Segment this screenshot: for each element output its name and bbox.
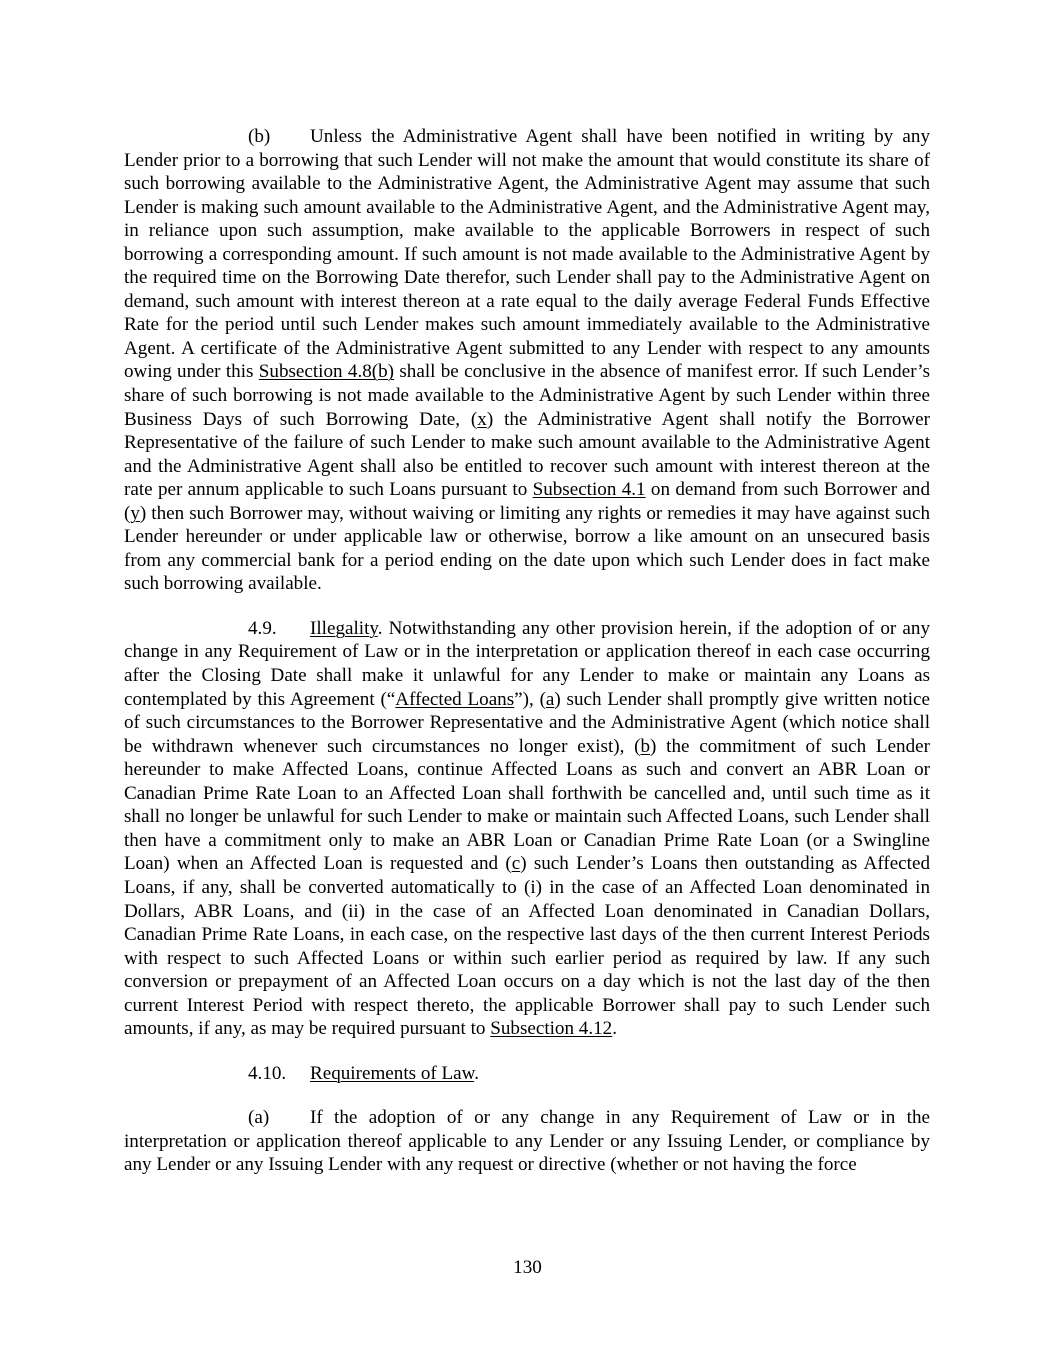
clause-marker: c [511, 853, 521, 875]
paragraph-text: . [612, 1018, 617, 1040]
paragraph-4-8-b [124, 125, 930, 596]
paragraph-text: ”), ( [514, 688, 546, 710]
clause-marker: b [640, 735, 651, 757]
cross-reference: Subsection 4.8(b) [258, 361, 395, 383]
paragraph-text: Unless the Administrative Agent shall have been notified in writing by any Lender prior to a borrowing that such Lender will not make the amount that would constitute its share of such borrowing available to the Administrative Agent, the Administrative Agent may assume that such Lender is making such amount available to the Administrative Agent, and the Administrative Agent may, in reliance upon such assumption, make available to the applicable Borrowers in respect of such borrowing a corresponding amount. If such amount is not made available to the Administrative Agent by the required time on the Borrowing Date therefor, such Lender shall pay to the Administrative Agent on demand, such amount with interest thereon at a rate equal to the daily average Federal Funds Effective Rate for the period until such Lender makes such amount immediately available to the Administrative Agent. A certificate of the Administrative Agent submitted to any Lender with respect to any amounts owing under this [124, 126, 930, 383]
clause-marker: x [477, 408, 487, 430]
section-4-10-heading [124, 1062, 930, 1086]
paragraph-text: ) then such Borrower may, without waiving or limiting any rights or remedies it may have against such Lender hereunder or under applicable law or otherwise, borrow a like amount on an unsecured basis from any commercial bank for a period ending on the date upon which such Lender does in fact make such borrowing available. [124, 502, 930, 595]
paragraph-text: on demand from such Borrower and ( [124, 479, 931, 524]
paragraph-text: . Notwithstanding any other provision herein, if the adoption of or any change in any Requirement of Law or in the interpretation or application thereof in each case occurring after the Closing Date shall make it unlawful for any Lender to make or maintain any Loans as contemplated by this Agreement (“ [124, 617, 930, 710]
section-title: Illegality [310, 617, 378, 639]
paragraph-text: ) such Lender shall promptly give written notice of such circumstances to the Borrower Representative and the Administrative Agent (which notice shall be withdrawn whenever such circumstances no longer exist), ( [124, 688, 930, 757]
clause-marker: a [545, 688, 555, 710]
section-number: 4.10. [248, 1062, 287, 1084]
section-title: Requirements of Law [310, 1062, 475, 1084]
section-number: 4.9. [248, 617, 277, 639]
page-number: 130 [513, 1257, 542, 1278]
paragraph-label: (a) [248, 1107, 270, 1129]
paragraph-label: (b) [248, 126, 271, 147]
paragraph-text: ) such Lender’s Loans then outstanding as Affected Loans, if any, shall be converted automatically to (i) in the case of an Affected Loan denominated in Dollars, ABR Loans, and (ii) in the case of an Affected Loan denominated in Canadian Dollars, Canadian Prime Rate Loans, in each case, on the respective last days of the then current Interest Periods with respect to such Affected Loans or within such earlier period as required by law. If any such conversion or prepayment of an Affected Loan occurs on a day which is not the last day of the then current Interest Period with respect thereto, the applicable Borrower shall pay to such Lender such amounts, if any, as may be required pursuant to [124, 853, 930, 1040]
document-page [124, 125, 930, 1177]
paragraph-4-10-a [124, 1106, 930, 1177]
paragraph-text: If the adoption of or any change in any Requirement of Law or in the interpretation or application thereof applicable to any Lender or any Issuing Lender, or compliance by any Lender or any Issuing Lender with any request or directive (whether or not having the force [124, 1107, 930, 1176]
cross-reference: Subsection 4.12 [490, 1018, 613, 1040]
paragraph-text: shall be conclusive in the absence of manifest error. If such Lender’s share of such borrowing is not made available to the Administrative Agent by such Lender within three Business Days of such Borrowing Date, ( [124, 361, 931, 430]
paragraph-text: ) the commitment of such Lender hereunder to make Affected Loans, continue Affected Loans as such and convert an ABR Loan or Canadian Prime Rate Loan to an Affected Loan shall forthwith be cancelled and, until such time as it shall no longer be unlawful for such Lender to make or maintain such Affected Loans, such Lender shall then have a commitment only to make an ABR Loan or Canadian Prime Rate Loan (or a Swingline Loan) when an Affected Loan is requested and ( [124, 735, 930, 875]
paragraph-text: ) the Administrative Agent shall notify the Borrower Representative of the failure of such Lender to make such amount available to the Administrative Agent and the Administrative Agent shall also be entitled to recover such amount with interest thereon at the rate per annum applicable to such Loans pursuant to [124, 408, 930, 501]
section-4-9-illegality [124, 617, 930, 1041]
clause-marker: y [130, 502, 140, 524]
defined-term: Affected Loans [395, 688, 515, 710]
heading-punctuation: . [474, 1062, 479, 1084]
cross-reference: Subsection 4.1 [532, 479, 646, 501]
